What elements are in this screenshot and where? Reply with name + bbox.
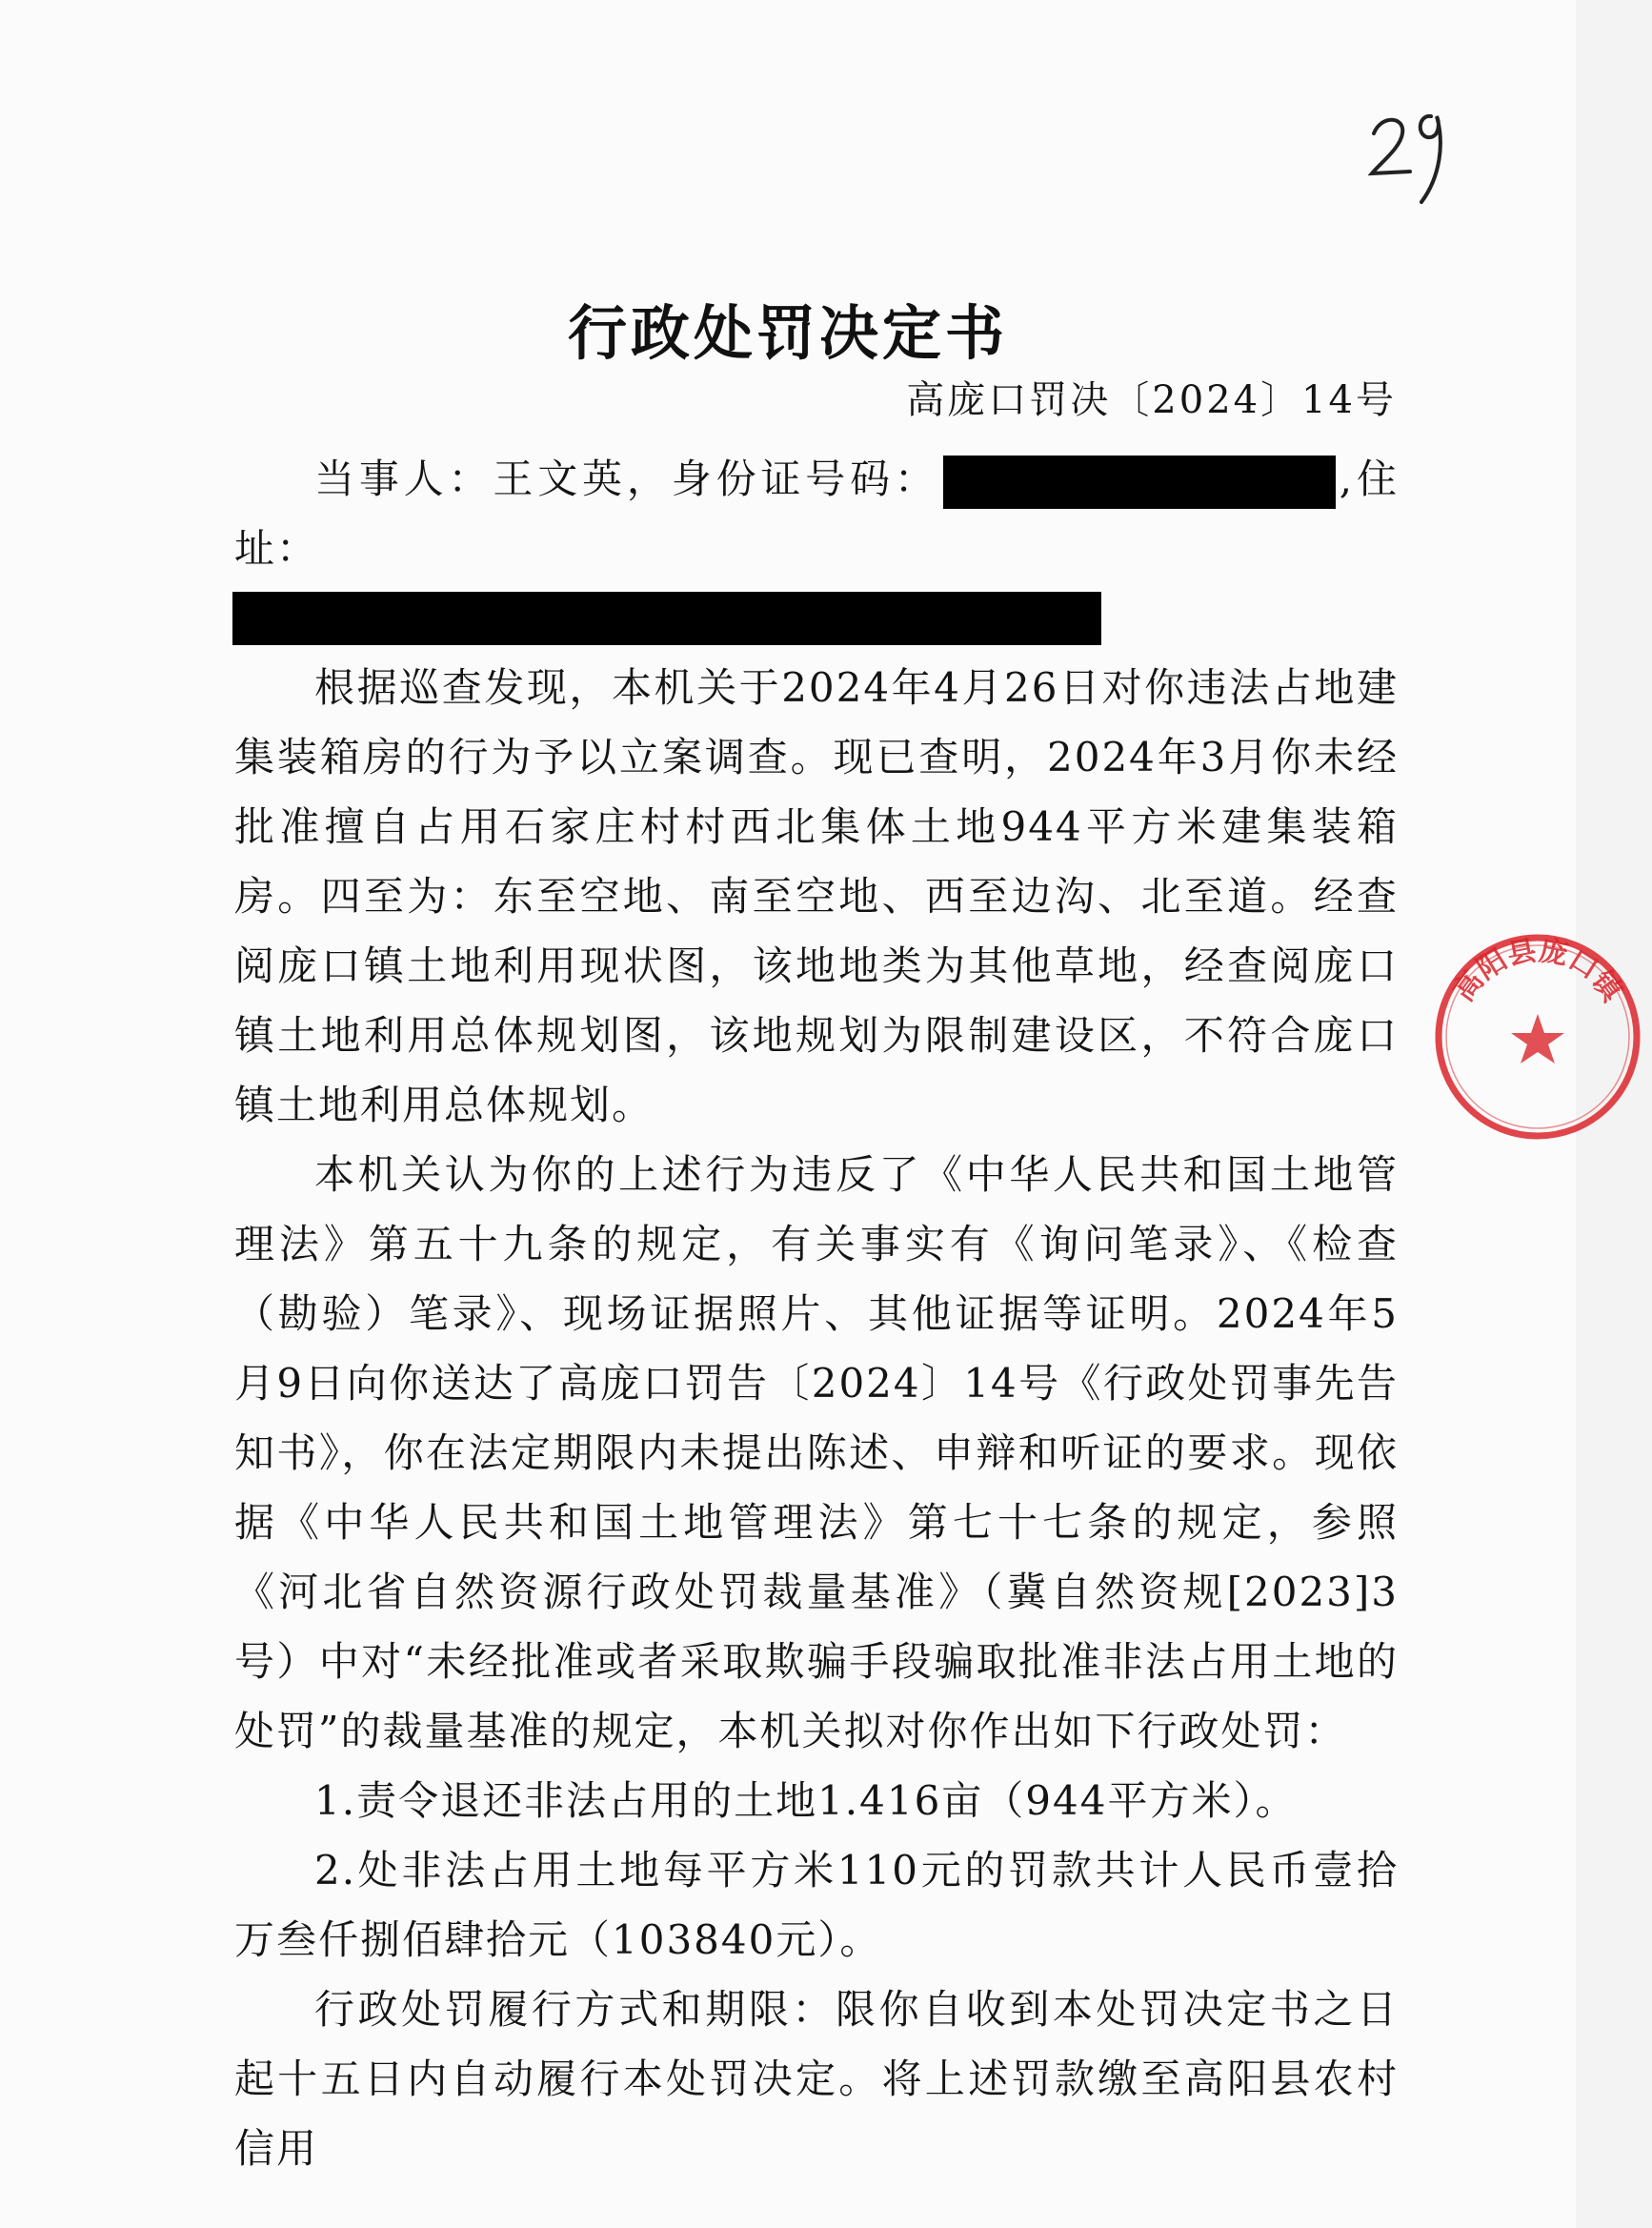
paragraph-execution: 行政处罚履行方式和期限：限你自收到本处罚决定书之日起十五日内自动履行本处罚决定。将上述罚款缴至高阳县农村信用 [234, 1986, 1399, 2172]
official-seal-stamp [1423, 922, 1652, 1151]
svg-text:高阳县庞口镇: 高阳县庞口镇 [1446, 934, 1629, 1008]
party-line [234, 444, 1399, 583]
party-name: 王文英 [493, 456, 627, 502]
paragraph-legal-basis: 本机关认为你的上述行为违反了《中华人民共和国土地管理法》第五十九条的规定，有关事实有《询问笔录》、《检查（勘验）笔录》、现场证据照片、其他证据等证明。2024年5月9日向你送达了高庞口罚告〔2024〕14号《行政处罚事先告知书》，你在法定期限内未提出陈述、申辩和听证的要求。现依据《中华人民共和国土地管理法》第七十七条的规定，参照《河北省自然资源行政处罚裁量基准》（冀自然资规[2023]3号）中对“未经批准或者采取欺骗手段骗取批准非法占用土地的处罚”的裁量基准的规定，本机关拟对你作出如下行政处罚： [234, 1151, 1399, 1754]
document-number: 高庞口罚决〔2024〕14号 [906, 378, 1397, 422]
redacted-id-number [943, 456, 1336, 509]
penalty-item-1: 1.责令退还非法占用的土地1.416亩（944平方米）。 [314, 1777, 1298, 1824]
penalty-item-2: 2.处非法占用土地每平方米110元的罚款共计人民币壹拾万叁仟捌佰肆拾元（103840元）。 [234, 1847, 1399, 1963]
document-title: 行政处罚决定书 [567, 298, 1008, 368]
party-label: 当事人： [314, 456, 494, 502]
address-line [232, 583, 1399, 653]
party-address-label: ,住址： [234, 456, 1399, 572]
paragraph-facts: 根据巡查发现，本机关于2024年4月26日对你违法占地建集装箱房的行为予以立案调查。现已查明，2024年3月你未经批准擅自占用石家庄村村西北集体土地944平方米建集装箱房。四至为：东至空地、南至空地、西至边沟、北至道。经查阅庞口镇土地利用现状图，该地地类为其他草地，经查阅庞口镇土地利用总体规划图，该地规划为限制建设区，不符合庞口镇土地利用总体规划。 [234, 664, 1399, 1128]
document-body [234, 444, 1399, 2183]
redacted-address [232, 592, 1101, 645]
handwritten-page-number [1353, 95, 1467, 210]
party-id-label: ，身份证号码： [626, 456, 939, 502]
